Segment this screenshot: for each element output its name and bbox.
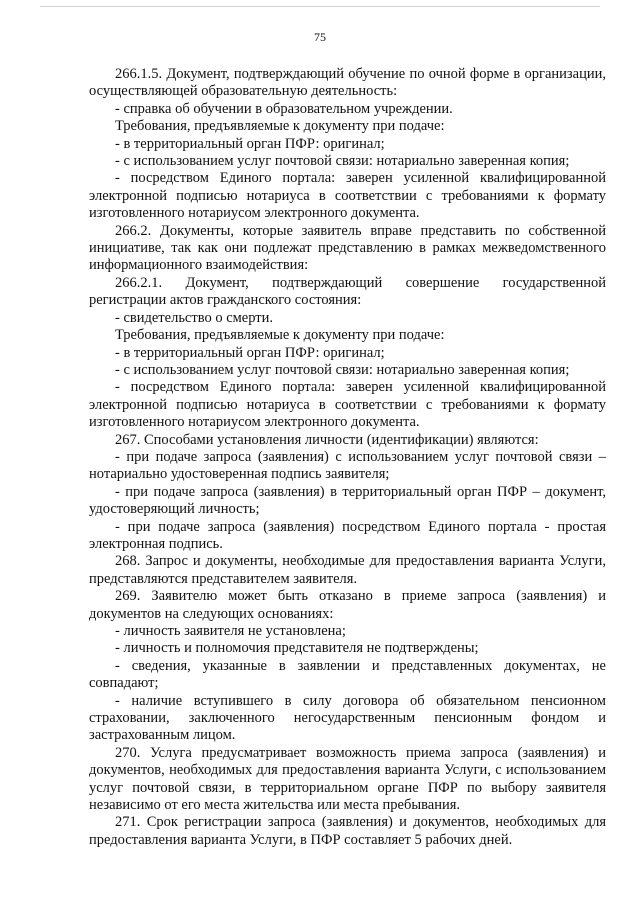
paragraph: - с использованием услуг почтовой связи: нотариально заверенная копия; [115, 153, 570, 170]
page-number: 75 [314, 30, 326, 44]
paragraph: - наличие вступившего в силу договора об обязательном пенсионном страховании, заключенного негосударственным пенсионным фондом и застрахованным лицом. [89, 692, 606, 744]
paragraph: - с использованием услуг почтовой связи: нотариально заверенная копия; [115, 361, 570, 378]
paragraph: - при подаче запроса (заявления) в территориальный орган ПФР – документ, удостоверяющий личность; [89, 483, 606, 518]
paragraph: - посредством Единого портала: заверен усиленной квалифицированной электронной подписью нотариуса в соответствии с требованиями к формату изготовленного нотариусом электронного документа. [89, 379, 606, 431]
paragraph: 267. Способами установления личности (идентификации) являются: [115, 431, 539, 448]
paragraph: 270. Услуга предусматривает возможность приема запроса (заявления) и документов, необходимых для предоставления варианта Услуги, с использованием услуг почтовой связи, в территориальном органе ПФР по выбору заявителя независимо от его места жительства или места пребывания. [89, 744, 606, 814]
paragraph: 269. Заявителю может быть отказано в приеме запроса (заявления) и документов на следующих основаниях: [89, 588, 606, 622]
paragraph: 266.1.5. Документ, подтверждающий обучение по очной форме в организации, осуществляющей образовательную деятельность: [89, 66, 606, 100]
paragraph: - свидетельство о смерти. [115, 309, 274, 326]
paragraph: Требования, предъявляемые к документу при подаче: [115, 118, 445, 135]
paragraph: 271. Срок регистрации запроса (заявления) и документов, необходимых для предоставления варианта Услуги, в ПФР составляет 5 рабочих дней. [89, 814, 606, 848]
paragraph: - при подаче запроса (заявления) с использованием услуг почтовой связи – нотариально удостоверенная подпись заявителя; [89, 448, 606, 483]
paragraph: - в территориальный орган ПФР: оригинал; [115, 344, 385, 361]
paragraph: 266.2.1. Документ, подтверждающий совершение государственной регистрации актов гражданского состояния: [89, 274, 606, 309]
paragraph: Требования, предъявляемые к документу при подаче: [115, 327, 445, 344]
paragraph: - при подаче запроса (заявления) посредством Единого портала - простая электронная подпись. [89, 518, 606, 552]
paragraph: - справка об обучении в образовательном учреждении. [115, 100, 453, 117]
paragraph: - сведения, указанные в заявлении и представленных документах, не совпадают; [89, 657, 606, 692]
scan-edge-line [40, 6, 600, 7]
paragraph: - в территориальный орган ПФР: оригинал; [115, 135, 385, 152]
paragraph: - личность и полномочия представителя не подтверждены; [115, 640, 479, 657]
document-body [89, 66, 606, 849]
paragraph: - личность заявителя не установлена; [115, 623, 346, 639]
paragraph: - посредством Единого портала: заверен усиленной квалифицированной электронной подписью нотариуса в соответствии с требованиями к формату изготовленного нотариусом электронного документа. [89, 170, 606, 222]
paragraph: 268. Запрос и документы, необходимые для предоставления варианта Услуги, представляются представителем заявителя. [89, 553, 606, 587]
paragraph: 266.2. Документы, которые заявитель вправе представить по собственной инициативе, так как они подлежат представлению в рамках межведомственного информационного взаимодействия: [89, 222, 606, 274]
